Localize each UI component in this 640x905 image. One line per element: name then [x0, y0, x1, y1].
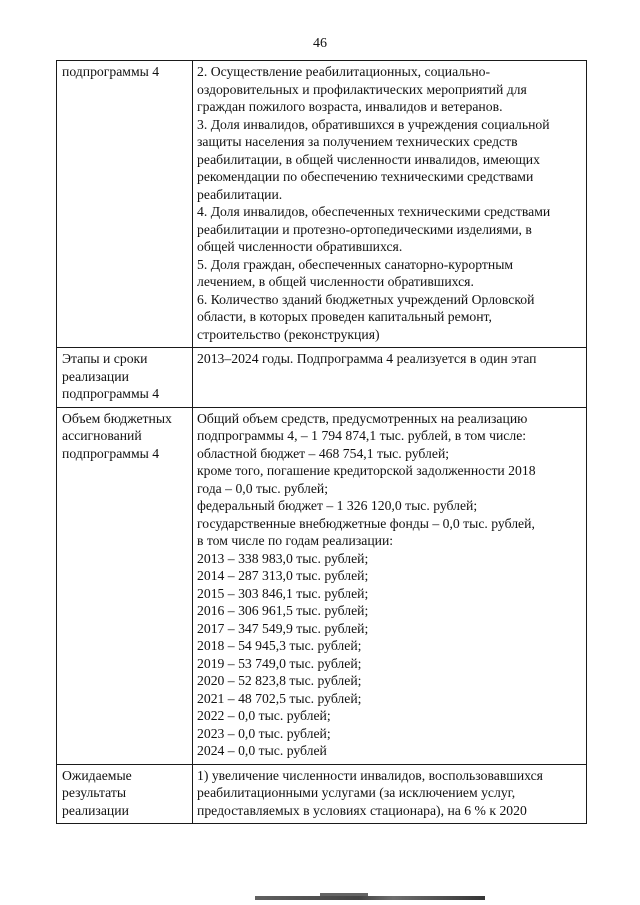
table-row	[57, 348, 587, 408]
table-body	[57, 61, 587, 824]
row-label-line: реализации	[62, 368, 129, 384]
row-content-line: федеральный бюджет – 1 326 120,0 тыс. рублей;	[197, 498, 478, 513]
row-content-line: областной бюджет – 468 754,1 тыс. рублей;	[197, 445, 450, 461]
table-row	[57, 61, 587, 348]
row-content-line: 2019 – 53 749,0 тыс. рублей;	[197, 655, 362, 671]
row-content-line: 1) увеличение численности инвалидов, воспользовавшихся	[197, 767, 543, 783]
row-label-line: подпрограммы 4	[62, 386, 160, 401]
row-content-line: 2. Осуществление реабилитационных, социально-	[197, 64, 491, 79]
row-content-cell	[193, 61, 587, 348]
table-row	[57, 764, 587, 824]
row-content-line: 6. Количество зданий бюджетных учреждений Орловской	[197, 291, 535, 307]
row-label-line: подпрограммы 4	[62, 64, 160, 79]
row-content-line: государственные внебюджетные фонды – 0,0 тыс. рублей,	[197, 515, 535, 531]
scan-artifact	[255, 896, 485, 900]
row-label-line: ассигнований	[62, 428, 142, 443]
row-label-line: реализации	[62, 802, 129, 818]
row-label-line: Объем бюджетных	[62, 410, 172, 426]
row-content-line: реабилитации, в общей численности инвалидов, имеющих	[197, 151, 540, 167]
row-content-line: реабилитации.	[197, 186, 283, 202]
row-content-line: реабилитационными услугами (за исключением услуг,	[197, 785, 516, 800]
row-content-line: предоставляемых в условиях стационара), на 6 % к 2020	[197, 802, 527, 818]
row-label-cell	[57, 407, 193, 764]
row-label-cell	[57, 61, 193, 348]
row-content-line: оздоровительных и профилактических мероприятий для	[197, 81, 527, 97]
row-content-line: 2014 – 287 313,0 тыс. рублей;	[197, 568, 369, 583]
row-content-line: 3. Доля инвалидов, обратившихся в учреждения социальной	[197, 116, 550, 132]
row-content-line: 5. Доля граждан, обеспеченных санаторно-курортным	[197, 256, 514, 272]
row-content-line: лечением, в общей численности обратившихся.	[197, 274, 474, 289]
row-content-line: защиты населения за получением технических средств	[197, 134, 518, 149]
row-content-line: общей численности обратившихся.	[197, 239, 403, 254]
row-content-line: 2013 – 338 983,0 тыс. рублей;	[197, 550, 369, 566]
row-content-line: в том числе по годам реализации:	[197, 533, 394, 548]
row-content-line: граждан пожилого возраста, инвалидов и ветеранов.	[197, 99, 503, 114]
row-content-line: кроме того, погашение кредиторской задолженности 2018	[197, 463, 536, 478]
passport-table	[56, 60, 587, 824]
row-content-line: подпрограммы 4, – 1 794 874,1 тыс. рублей, в том числе:	[197, 428, 527, 443]
row-content-line: 2022 – 0,0 тыс. рублей;	[197, 708, 331, 723]
row-label-line: подпрограммы 4	[62, 445, 160, 461]
row-content-line: области, в которых проведен капитальный ремонт,	[197, 309, 492, 324]
row-content-line: строительство (реконструкция)	[197, 326, 380, 342]
row-label-line: результаты	[62, 785, 127, 800]
row-content-line: 2016 – 306 961,5 тыс. рублей;	[197, 603, 369, 618]
row-label-cell	[57, 348, 193, 408]
row-content-line: 2020 – 52 823,8 тыс. рублей;	[197, 673, 362, 688]
row-content-cell	[193, 348, 587, 408]
row-content-line: 2017 – 347 549,9 тыс. рублей;	[197, 620, 369, 636]
row-content-line: Общий объем средств, предусмотренных на реализацию	[197, 410, 528, 426]
row-content-line: реабилитации и протезно-ортопедическими изделиями, в	[197, 221, 532, 237]
row-content-cell	[193, 764, 587, 824]
row-label-line: Ожидаемые	[62, 767, 132, 783]
row-content-line: года – 0,0 тыс. рублей;	[197, 480, 329, 496]
row-content-line: 4. Доля инвалидов, обеспеченных техническими средствами	[197, 204, 551, 219]
row-content-line: 2023 – 0,0 тыс. рублей;	[197, 725, 331, 741]
row-content-line: 2021 – 48 702,5 тыс. рублей;	[197, 690, 362, 706]
row-label-cell	[57, 764, 193, 824]
row-content-line: рекомендации по обеспечению техническими средствами	[197, 169, 534, 184]
row-label-line: Этапы и сроки	[62, 351, 148, 366]
table-row	[57, 407, 587, 764]
page-number: 46	[313, 36, 327, 51]
row-content-line: 2024 – 0,0 тыс. рублей	[197, 743, 327, 758]
scan-artifact	[320, 893, 368, 896]
row-content-line: 2018 – 54 945,3 тыс. рублей;	[197, 638, 362, 653]
row-content-line: 2015 – 303 846,1 тыс. рублей;	[197, 585, 369, 601]
row-content-cell	[193, 407, 587, 764]
row-content-line: 2013–2024 годы. Подпрограмма 4 реализуется в один этап	[197, 351, 537, 366]
